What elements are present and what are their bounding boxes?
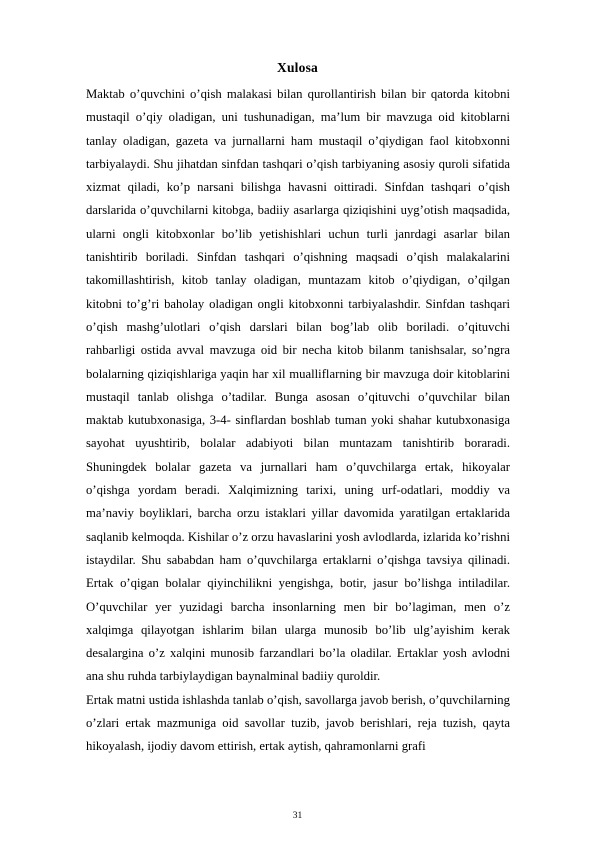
paragraph-1: Maktab o’quvchini o’qish malakasi bilan qurollantirish bilan bir qatorda kitobni mustaqil o’qiy oladigan, uni tushunadigan, ma’lum bir mavzuga oid kitoblarni tanlay oladigan, gazeta va jurnallarni ham mustaqil o’qiydigan faol kitobxonni tarbiyalaydi. Shu jihatdan sinfdan tashqari o’qish tarbiyaning asosiy quroli sifatida xizmat qiladi, ko’p narsani bilishga havasni oittiradi. Sinfdan tashqari o’qish darslarida o’quvchilarni kitobga, badiiy asarlarga qiziqishini uyg’otish maqsadida, ularni ongli kitobxonlar bo’lib yetishishlari uchun turli janrdagi asarlar bilan tanishtirib boriladi. Sinfdan tashqari o’qishning maqsadi o’qish malakalarini takomillashtirish, kitob tanlay oladigan, muntazam kitob o’qiydigan, o’qilgan kitobni to’g’ri baholay oladigan ongli kitobxonni tarbiyalashdir. Sinfdan tashqari o’qish mashg’ulotlari o’qish darslari bilan bog’lab olib boriladi. o’qituvchi rahbarligi ostida avval mavzuga oid bir necha kitob bilanm tanishsalar, so’ngra bolalarning qiziqishlariga yaqin har xil mualliflarning bir mavzuga doir kitoblarini mustaqil tanlab olishga o’tadilar. Bunga asosan o’qituvchi o’quvchilar bilan maktab kutubxonasiga, 3-4- sinflardan boshlab tuman yoki shahar kutubxonasiga sayohat uyushtirib, bolalar adabiyoti bilan muntazam tanishtirib boraradi. Shuningdek bolalar gazeta va jurnallari ham o’quvchilarga ertak, hikoyalar o’qishga yordam beradi. Xalqimizning tarixi, uning urf-odatlari, moddiy va ma’naviy boyliklari, barcha orzu istaklari yillar davomida yaratilgan ertaklarida saqlanib kelmoqda. Kishilar o’z orzu havaslarini yosh avlodlarda, izlarida ko’rishni istaydilar. Shu sababdan ham o’quvchilarga ertaklarni o’qishga tavsiya qilinadi. Ertak o’qigan bolalar qiyinchilikni yengishga, botir, jasur bo’lishga intiladilar. O’quvchilar yer yuzidagi barcha insonlarning men bir bo’lagiman, men o’z xalqimga qilayotgan ishlarim bilan ularga munosib bo’lib ulg’ayishim kerak desalargina o’z xalqini munosib farzandlari bo’la oladilar. Ertaklar yosh avlodni ana shu ruhda tarbiylaydigan baynalminal badiiy quroldir. <box>86 87 510 684</box>
page-title: Xulosa <box>277 60 318 75</box>
body-text <box>86 83 510 759</box>
page-number: 31 <box>292 811 303 821</box>
paragraph-2: Ertak matni ustida ishlashda tanlab o’qish, savollarga javob berish, o’quvchilarning o’zlari ertak mazmuniga oid savollar tuzib, javob berishlari, reja tuzish, qayta hikoyalash, ijodiy davom ettirish, ertak aytish, qahramonlarni grafi <box>86 692 510 754</box>
